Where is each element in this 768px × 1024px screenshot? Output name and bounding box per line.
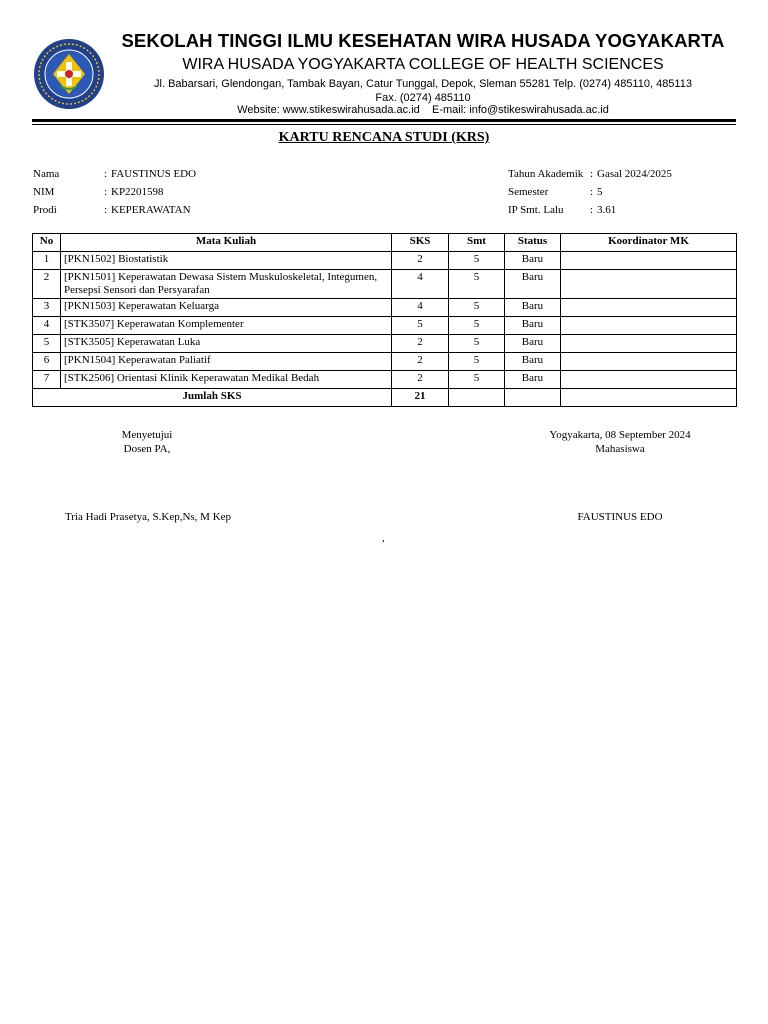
info-label: NIM	[33, 186, 55, 198]
info-colon: :	[590, 204, 594, 216]
cell-smt: 5	[449, 353, 505, 371]
table-row	[33, 270, 737, 299]
column-header-koordinator: Koordinator MK	[561, 234, 737, 252]
cell-koord	[561, 371, 737, 389]
info-label: Prodi	[33, 204, 57, 216]
cell-sks: 4	[392, 270, 449, 299]
total-label: Jumlah SKS	[33, 389, 392, 407]
cell-mk: [PKN1503] Keperawatan Keluarga	[61, 299, 392, 317]
column-header-mata-kuliah: Mata Kuliah	[61, 234, 392, 252]
info-value: FAUSTINUS EDO	[111, 168, 197, 180]
institution-address: Jl. Babarsari, Glendongan, Tambak Bayan, Catur Tunggal, Depok, Sleman 55281 Telp. (0274) 485110, 485113	[154, 78, 692, 90]
krs-table	[32, 233, 737, 407]
institution-name-english: WIRA HUSADA YOGYAKARTA COLLEGE OF HEALTH SCIENCES	[182, 56, 664, 73]
cell-no: 4	[33, 317, 61, 335]
cell-no: 3	[33, 299, 61, 317]
cell-smt: 5	[449, 335, 505, 353]
cell-koord	[561, 335, 737, 353]
header-divider-thick	[32, 119, 736, 122]
cell-no: 1	[33, 252, 61, 270]
cell-smt: 5	[449, 371, 505, 389]
info-label: IP Smt. Lalu	[508, 204, 564, 216]
info-colon: :	[104, 168, 108, 180]
cell-status: Baru	[505, 270, 561, 299]
cell-no: 5	[33, 335, 61, 353]
footer-mark: ,	[382, 532, 385, 544]
table-row	[33, 371, 737, 389]
info-value: KEPERAWATAN	[111, 204, 191, 216]
info-value: 5	[597, 186, 603, 198]
total-sks: 21	[392, 389, 449, 407]
header-divider-thin	[32, 124, 736, 125]
info-value: KP2201598	[111, 186, 164, 198]
column-header-no: No	[33, 234, 61, 252]
column-header-sks: SKS	[392, 234, 449, 252]
cell-no: 7	[33, 371, 61, 389]
cell-mk: [PKN1504] Keperawatan Paliatif	[61, 353, 392, 371]
cell-status: Baru	[505, 252, 561, 270]
cell-koord	[561, 270, 737, 299]
cell-no: 2	[33, 270, 61, 299]
cell-mk: [STK3507] Keperawatan Komplementer	[61, 317, 392, 335]
cell-smt: 5	[449, 317, 505, 335]
college-seal-icon	[33, 38, 105, 110]
advisor-name: Tria Hadi Prasetya, S.Kep,Ns, M Kep	[64, 511, 232, 523]
table-row	[33, 252, 737, 270]
institution-name: SEKOLAH TINGGI ILMU KESEHATAN WIRA HUSADA YOGYAKARTA	[121, 30, 725, 51]
cell-sks: 2	[392, 353, 449, 371]
cell-mk: [STK2506] Orientasi Klinik Keperawatan Medikal Bedah	[61, 371, 392, 389]
info-label: Tahun Akademik	[508, 168, 584, 180]
table-row	[33, 317, 737, 335]
cell-mk: [PKN1502] Biostatistik	[61, 252, 392, 270]
cell-smt: 5	[449, 252, 505, 270]
cell-koord	[561, 353, 737, 371]
cell-status: Baru	[505, 353, 561, 371]
cell-koord	[561, 299, 737, 317]
cell-status: Baru	[505, 317, 561, 335]
total-empty-cell	[449, 389, 505, 407]
cell-sks: 2	[392, 335, 449, 353]
date-place: Yogyakarta, 08 September 2024	[549, 429, 691, 441]
institution-fax: Fax. (0274) 485110	[375, 92, 471, 104]
cell-sks: 5	[392, 317, 449, 335]
cell-smt: 5	[449, 299, 505, 317]
info-label: Semester	[508, 186, 549, 198]
cell-no: 6	[33, 353, 61, 371]
cell-status: Baru	[505, 371, 561, 389]
cell-smt: 5	[449, 270, 505, 299]
info-colon: :	[104, 186, 108, 198]
document-title: KARTU RENCANA STUDI (KRS)	[278, 130, 490, 145]
column-header-smt: Smt	[449, 234, 505, 252]
info-value: Gasal 2024/2025	[597, 168, 672, 180]
table-header-row	[33, 234, 737, 252]
cell-status: Baru	[505, 335, 561, 353]
cell-koord	[561, 252, 737, 270]
info-colon: :	[590, 168, 594, 180]
table-row	[33, 353, 737, 371]
advisor-label: Dosen PA,	[123, 443, 171, 455]
student-label: Mahasiswa	[595, 443, 645, 455]
cell-sks: 4	[392, 299, 449, 317]
institution-web-email: Website: www.stikeswirahusada.ac.id E-mail: info@stikeswirahusada.ac.id	[237, 104, 609, 116]
total-empty-cell	[561, 389, 737, 407]
column-header-status: Status	[505, 234, 561, 252]
cell-sks: 2	[392, 252, 449, 270]
info-value: 3.61	[597, 204, 617, 216]
info-label: Nama	[33, 168, 60, 180]
student-signature-name: FAUSTINUS EDO	[577, 511, 663, 523]
table-row	[33, 335, 737, 353]
info-colon: :	[590, 186, 594, 198]
approval-label: Menyetujui	[121, 429, 173, 441]
cell-mk: [STK3505] Keperawatan Luka	[61, 335, 392, 353]
cell-sks: 2	[392, 371, 449, 389]
table-row	[33, 299, 737, 317]
table-total-row	[33, 389, 737, 407]
cell-koord	[561, 317, 737, 335]
info-colon: :	[104, 204, 108, 216]
cell-status: Baru	[505, 299, 561, 317]
cell-mk: [PKN1501] Keperawatan Dewasa Sistem Muskuloskeletal, Integumen, Persepsi Sensori dan Persyarafan	[61, 270, 392, 299]
total-empty-cell	[505, 389, 561, 407]
